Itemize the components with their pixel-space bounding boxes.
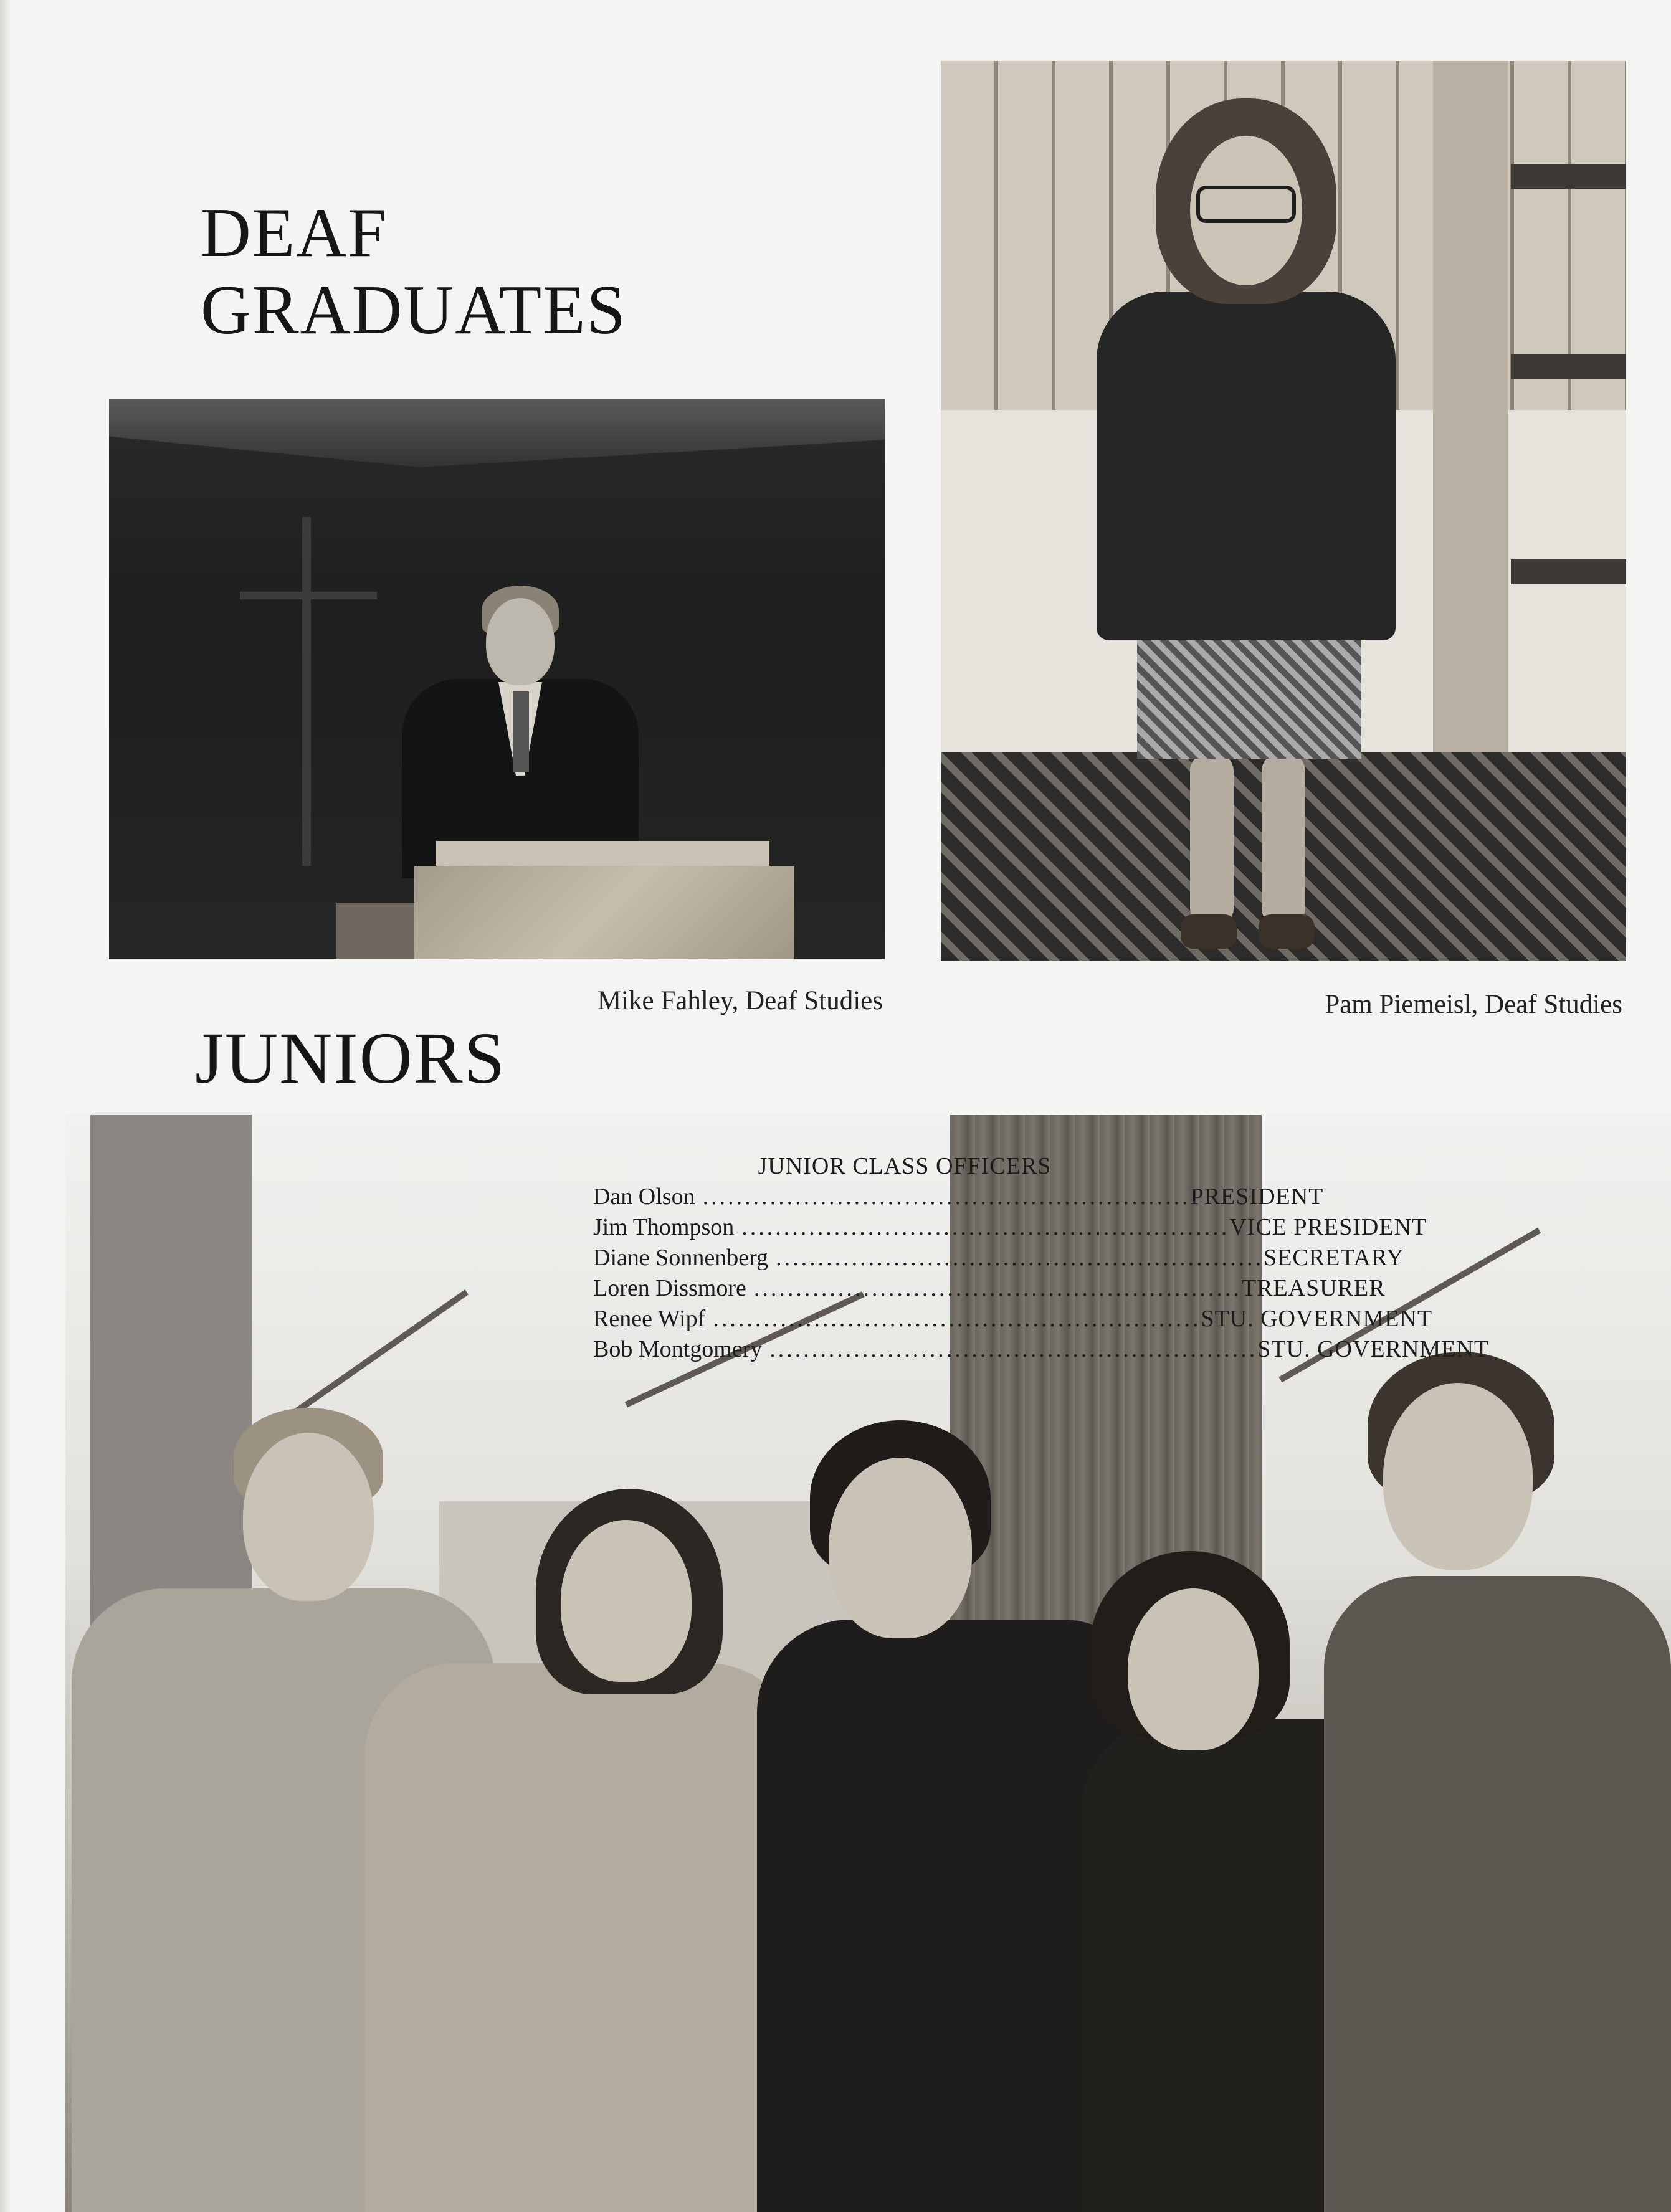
student-3-head: [829, 1458, 972, 1638]
cross-vertical: [302, 517, 311, 866]
officer-row: [593, 1182, 1324, 1212]
caption-mike-fahley: Mike Fahley, Deaf Studies: [597, 986, 883, 1015]
shelf: [1511, 559, 1626, 584]
officer-row: [593, 1243, 1404, 1273]
officer-role: STU. GOVERNMENT: [1257, 1336, 1490, 1362]
officer-name: Diane Sonnenberg: [593, 1245, 769, 1271]
officer-name: Bob Montgomery: [593, 1336, 763, 1362]
shoe-left: [1181, 914, 1237, 949]
officer-role: SECRETARY: [1264, 1245, 1404, 1271]
officer-name: Dan Olson: [593, 1184, 695, 1210]
officers-title: JUNIOR CLASS OFFICERS: [758, 1153, 1052, 1179]
shelf: [1511, 354, 1626, 379]
officer-name: Jim Thompson: [593, 1214, 735, 1240]
photo-mike-fahley: [109, 399, 885, 959]
wood-post: [1433, 61, 1508, 777]
leg-left: [1190, 752, 1234, 927]
caption-pam-piemeisl: Pam Piemeisl, Deaf Studies: [1325, 990, 1622, 1019]
student-2-coat: [364, 1663, 801, 2212]
photo-pam-piemeisl: [941, 61, 1626, 961]
dot-leader: ..........................................................: [769, 1336, 1258, 1362]
shoe-right: [1259, 914, 1315, 949]
heading-juniors: JUNIORS: [195, 1017, 507, 1099]
student-1-head: [243, 1433, 374, 1601]
podium-side: [336, 903, 424, 959]
officer-row: [593, 1273, 1386, 1304]
officer-role: VICE PRESIDENT: [1229, 1214, 1427, 1240]
student-5-head: [1383, 1383, 1533, 1570]
cross-horizontal: [240, 592, 377, 599]
officer-row: [593, 1304, 1433, 1334]
dot-leader: ..........................................................: [702, 1184, 1191, 1210]
dot-leader: ..........................................................: [741, 1214, 1230, 1240]
dot-leader: ..........................................................: [713, 1306, 1201, 1332]
ceiling-shape: [109, 399, 885, 467]
officer-name: Loren Dissmore: [593, 1275, 746, 1301]
leg-right: [1262, 752, 1305, 927]
dark-jacket: [1097, 292, 1396, 640]
speaker-tie: [513, 691, 529, 772]
dot-leader: ..........................................................: [753, 1275, 1242, 1301]
page-binding-edge: [0, 0, 11, 2212]
officer-role: TREASURER: [1241, 1275, 1386, 1301]
student-2-head: [561, 1520, 692, 1682]
officer-role: STU. GOVERNMENT: [1201, 1306, 1433, 1332]
officer-row: [593, 1212, 1427, 1243]
podium-top: [436, 841, 769, 866]
student-4-head: [1128, 1588, 1259, 1750]
officer-role: PRESIDENT: [1190, 1184, 1324, 1210]
student-5-jacket: [1324, 1576, 1671, 2212]
officer-row: [593, 1334, 1490, 1365]
speaker-head: [486, 598, 555, 685]
officer-name: Renee Wipf: [593, 1306, 706, 1332]
podium: [414, 866, 794, 959]
shelf: [1511, 164, 1626, 189]
dot-leader: ..........................................................: [776, 1245, 1264, 1271]
glasses: [1196, 186, 1296, 223]
heading-graduates: GRADUATES: [201, 272, 627, 349]
heading-deaf: DEAF: [201, 194, 388, 272]
junior-class-officers-list: [593, 1151, 1490, 1365]
